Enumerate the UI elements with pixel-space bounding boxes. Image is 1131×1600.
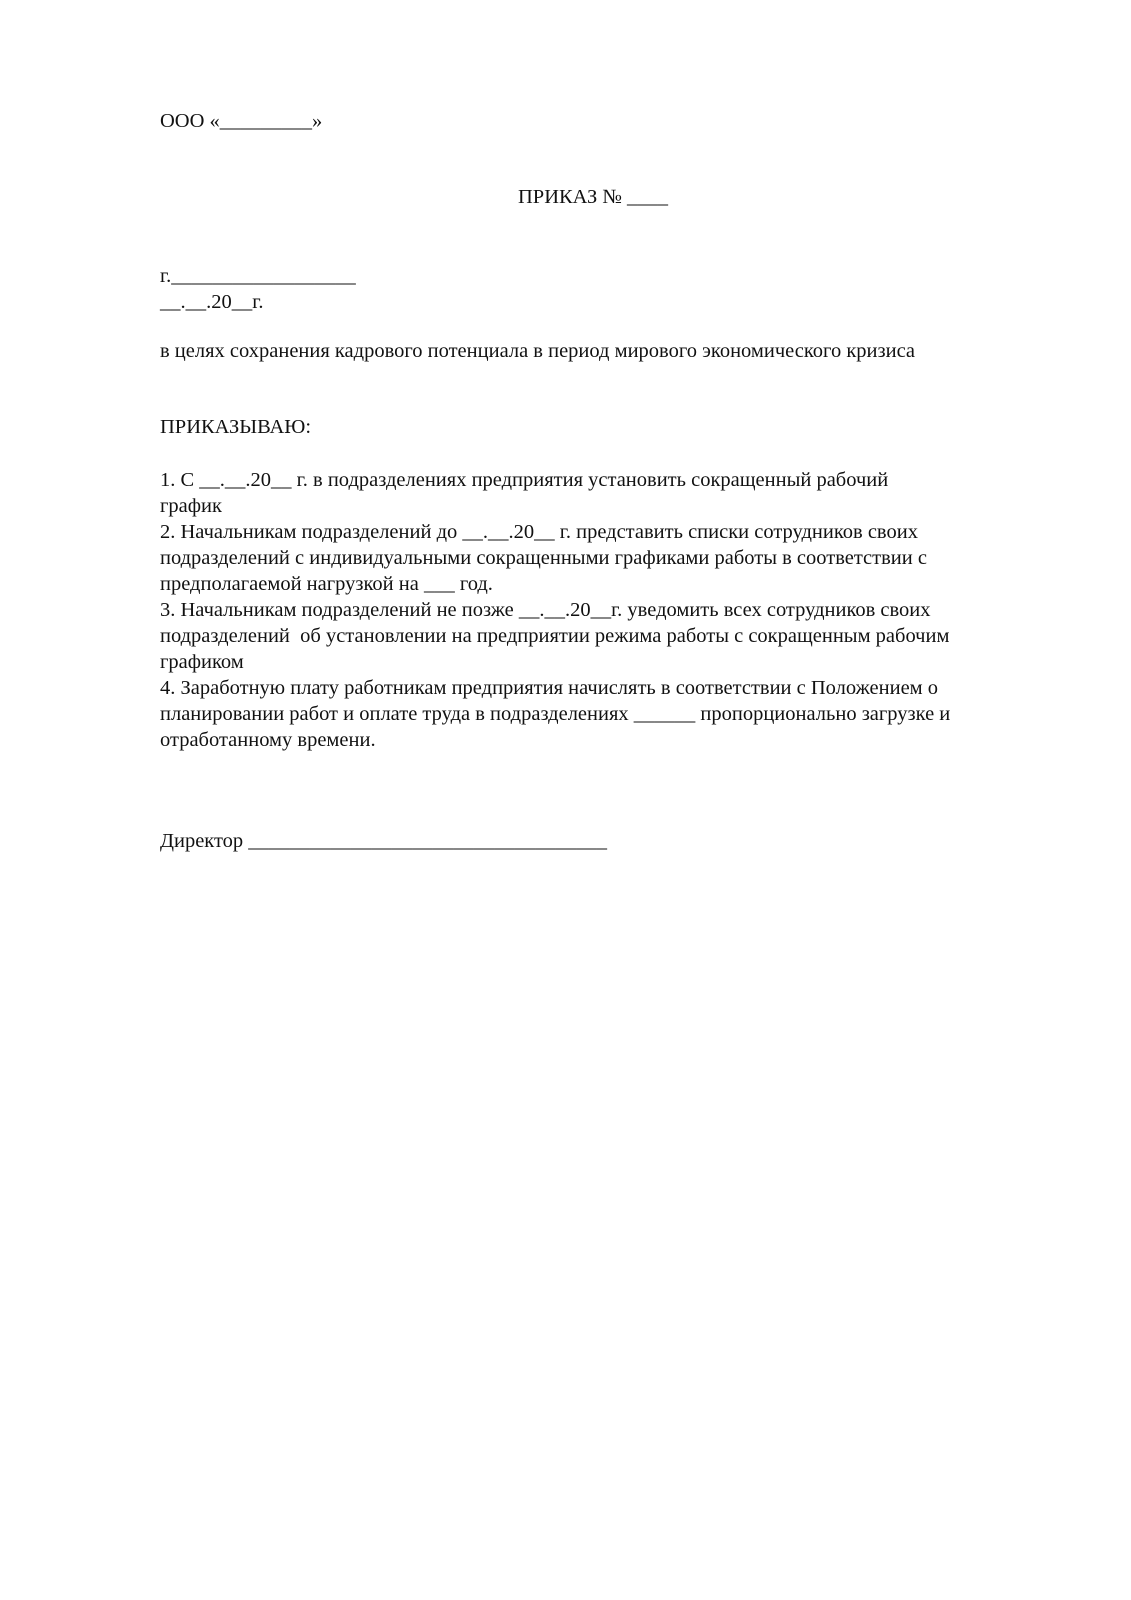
order-title: ПРИКАЗ № ____ [518,186,669,208]
order-item-1: 1. С __.__.20__ г. в подразделениях предприятия установить сокращенный рабочий график [160,469,889,517]
order-item-2: 2. Начальникам подразделений до __.__.20__ г. представить списки сотрудников своих подразделений с индивидуальными сокращенными графиками работы в соответствии с предполагаемой нагрузкой на ___ год. [160,521,927,595]
date-field: __.__.20__г. [160,291,264,313]
order-heading: ПРИКАЗЫВАЮ: [160,416,312,438]
city-field: г.__________________ [160,265,356,287]
order-item-3: 3. Начальникам подразделений не позже __.__.20__г. уведомить всех сотрудников своих подразделений об установлении на предприятии режима работы с сокращенным рабочим графиком [160,599,950,673]
director-signature-line: Директор ___________________________________ [160,830,608,852]
order-item-4: 4. Заработную плату работникам предприятия начислять в соответствии с Положением о планировании работ и оплате труда в подразделениях ______ пропорционально загрузке и отработанному времени. [160,677,951,751]
order-purpose: в целях сохранения кадрового потенциала в период мирового экономического кризиса [160,340,916,362]
organization-name: ООО «_________» [160,110,323,132]
